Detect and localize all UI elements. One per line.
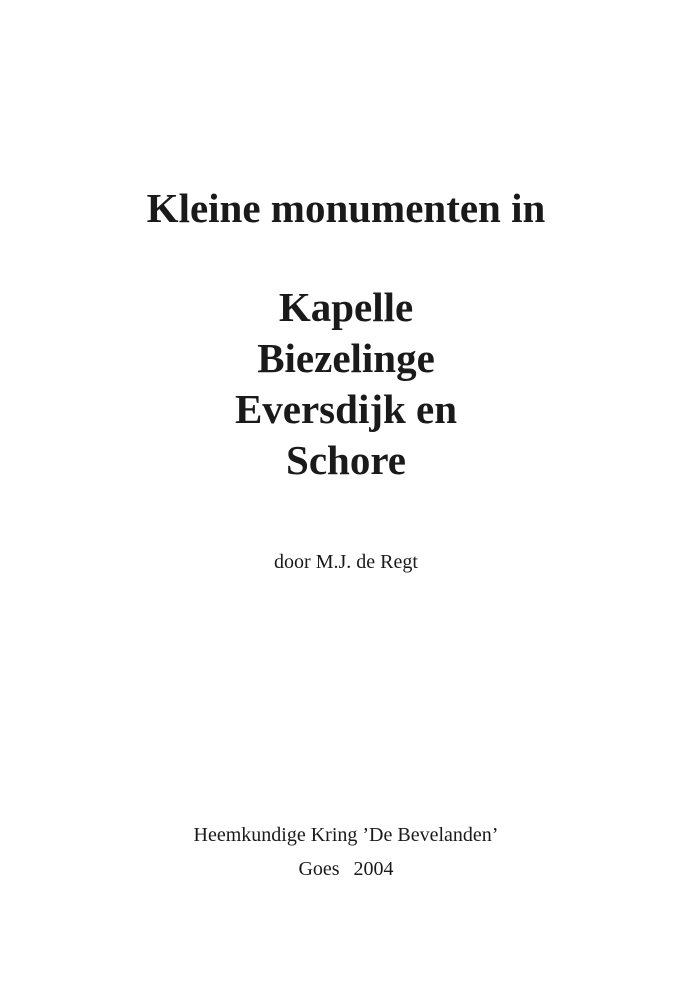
place-name-eversdijk: Eversdijk en bbox=[234, 386, 458, 432]
publisher-line: Heemkundige Kring ’De Bevelanden’ bbox=[193, 824, 499, 846]
book-title: Kleine monumenten in bbox=[146, 185, 546, 231]
place-names bbox=[0, 282, 692, 486]
publication-place-year bbox=[0, 856, 692, 882]
place-year-text: Goes 2004 bbox=[298, 858, 394, 880]
place-name-biezelinge: Biezelinge bbox=[257, 335, 435, 381]
place-name-kapelle: Kapelle bbox=[278, 284, 414, 330]
author-line: door M.J. de Regt bbox=[274, 551, 418, 573]
place-name-schore: Schore bbox=[286, 437, 406, 483]
